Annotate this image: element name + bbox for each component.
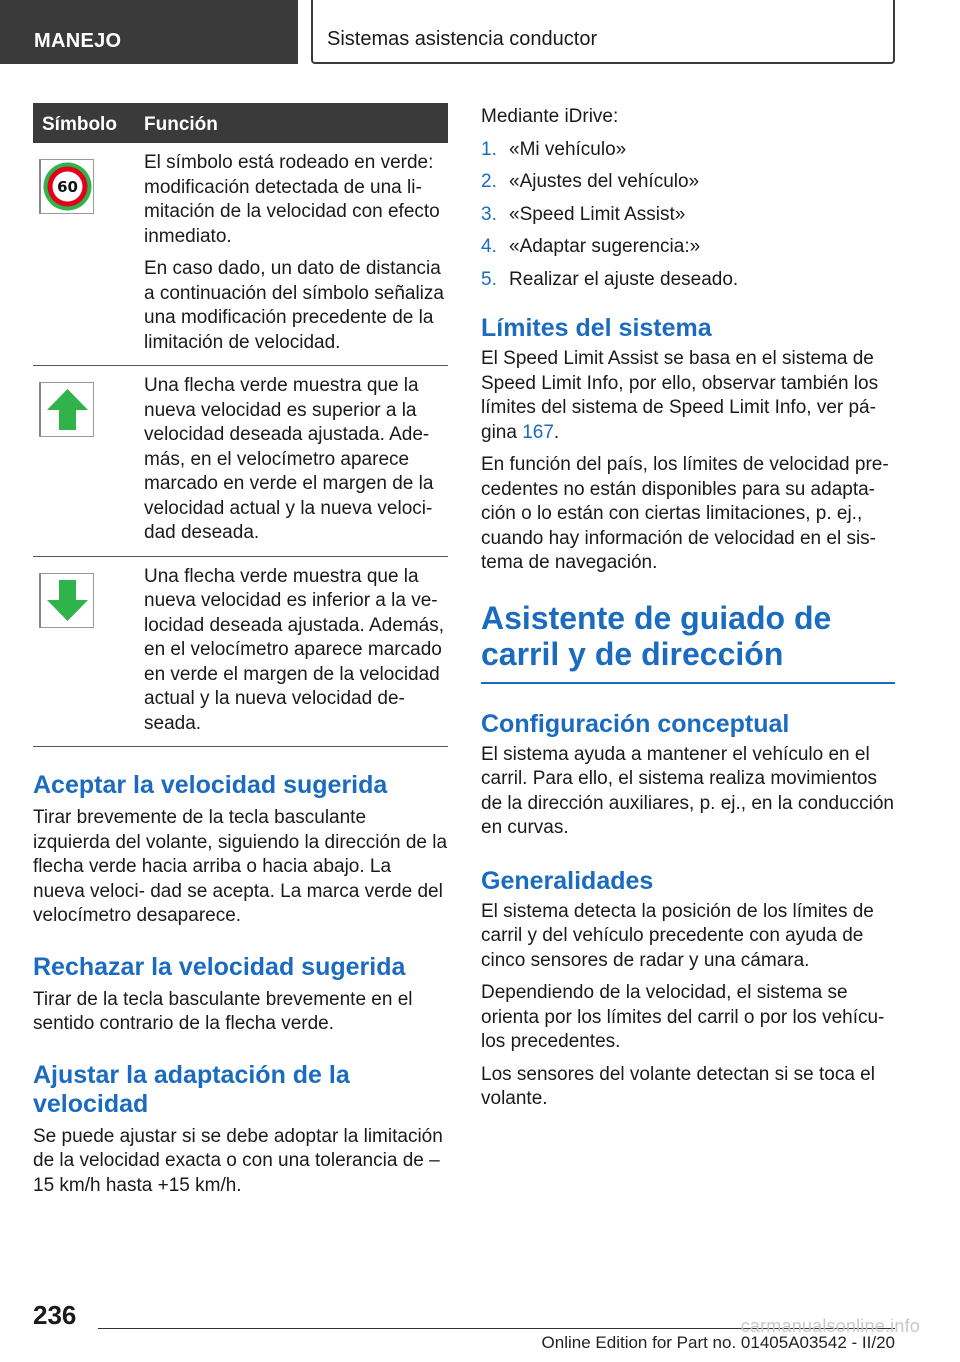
function-text: Una flecha verde muestra que la nueva velocidad es inferior a la ve‐ locidad deseada ajustada. Además, en el velocímetro aparece marcado en verde el margen de la velocidad actual y la nueva velocidad de‐ seada. bbox=[144, 565, 444, 734]
adjust-speed-text: Se puede ajustar si se debe adoptar la limitación de la velocidad exacta o con una tolerancia de – 15 km/h hasta +15 km/h. bbox=[33, 1125, 443, 1196]
page-number: 236 bbox=[33, 1300, 77, 1330]
system-limits-text-2: En función del país, los límites de velocidad pre‐ cedentes no están disponibles para su adapta‐ ción o lo están con ciertas limitaciones, p. ej., cuando hay información de velocidad en el sis‐ tema de navegación. bbox=[481, 454, 889, 573]
step-text: «Speed Limit Assist» bbox=[509, 203, 686, 225]
accept-speed-heading: Aceptar la velocidad sugerida bbox=[33, 771, 388, 799]
adjust-speed-heading: Ajustar la adaptación de la velocidad bbox=[33, 1060, 350, 1118]
left-column bbox=[33, 103, 448, 1198]
step-text: Realizar el ajuste deseado. bbox=[509, 268, 739, 290]
concept-text: El sistema ayuda a mantener el vehículo en el carril. Para ello, el sistema realiza movimientos de la dirección auxiliares, p. ej., en la conducción en curvas. bbox=[481, 743, 894, 838]
symbol-column-header: Símbolo bbox=[42, 114, 117, 135]
function-column-header: Función bbox=[144, 114, 218, 135]
accept-speed-text: Tirar brevemente de la tecla basculante izquierda del volante, siguiendo la dirección de la flecha verde hacia arriba o hacia abajo. La nueva veloci‐ dad se acepta. La marca verde del velocímetro desaparece. bbox=[33, 807, 448, 926]
general-text-1: El sistema detecta la posición de los límites de carril y del vehículo precedente con ayuda de cinco sensores de radar y una cámara. bbox=[481, 900, 874, 971]
function-text: En caso dado, un dato de distancia a continuación del símbolo señaliza una modificación precedente de la limitación de velocidad. bbox=[144, 258, 444, 353]
list-item bbox=[481, 138, 895, 163]
general-text-3: Los sensores del volante detectan si se toca el volante. bbox=[481, 1063, 875, 1109]
step-text: «Adaptar sugerencia:» bbox=[509, 236, 701, 257]
header-section-label: MANEJO bbox=[34, 30, 122, 52]
idrive-steps bbox=[481, 138, 895, 293]
concept-heading: Configuración conceptual bbox=[481, 709, 790, 738]
step-number: 2. bbox=[481, 171, 497, 192]
list-item bbox=[481, 268, 895, 293]
general-heading: Generalidades bbox=[481, 866, 654, 895]
reject-speed-text: Tirar de la tecla basculante brevemente en el sentido contrario de la flecha verde. bbox=[33, 988, 413, 1034]
step-text: «Ajustes del vehículo» bbox=[509, 171, 700, 192]
speed-limit-60-sign-icon bbox=[39, 159, 94, 214]
header-chapter-tab bbox=[311, 0, 895, 64]
system-limits-text-part: El Speed Limit Assist se basa en el sistema de Speed Limit Info, por ello, observar también los límites del sistema de Speed Limit Info, ver pá‐ gina bbox=[481, 348, 879, 443]
idrive-intro: Mediante iDrive: bbox=[481, 106, 619, 127]
system-limits-text-end: . bbox=[553, 421, 560, 443]
page-reference-link[interactable]: 167 bbox=[522, 421, 554, 443]
speed-sign-value: 60 bbox=[57, 178, 78, 196]
general-text-2: Dependiendo de la velocidad, el sistema se orienta por los límites del carril o por los vehícu‐ los precedentes. bbox=[481, 982, 885, 1052]
watermark: carmanualsonline.info bbox=[740, 1316, 920, 1336]
list-item bbox=[481, 170, 895, 195]
step-number: 3. bbox=[481, 203, 497, 225]
green-arrow-up-icon bbox=[39, 382, 94, 437]
table-row bbox=[33, 557, 448, 748]
reject-speed-heading: Rechazar la velocidad sugerida bbox=[33, 952, 406, 981]
header-section-tab bbox=[0, 0, 298, 64]
green-arrow-down-icon bbox=[39, 573, 94, 628]
step-number: 4. bbox=[481, 236, 497, 257]
table-row bbox=[33, 366, 448, 557]
step-number: 5. bbox=[481, 268, 497, 290]
system-limits-heading: Límites del sistema bbox=[481, 314, 712, 342]
list-item bbox=[481, 235, 895, 260]
heading-rule bbox=[481, 682, 895, 684]
step-number: 1. bbox=[481, 138, 497, 160]
system-limits-text bbox=[481, 347, 895, 445]
step-text: «Mi vehículo» bbox=[509, 138, 627, 160]
symbol-table-header bbox=[33, 103, 448, 143]
lane-assistant-heading: Asistente de guiado de carril y de dirección bbox=[481, 599, 832, 672]
function-text: Una flecha verde muestra que la nueva velocidad es superior a la velocidad deseada ajustada. Ade‐ más, en el velocímetro aparece marcado en verde el margen de la velocidad actual y la nueva veloci‐ dad deseada. bbox=[144, 375, 434, 543]
right-column bbox=[481, 103, 895, 1112]
table-row bbox=[33, 143, 448, 366]
function-text: El símbolo está rodeado en verde: modificación detectada de una li‐ mitación de la velocidad con efecto inmediato. bbox=[144, 152, 440, 247]
footer-edition: Online Edition for Part no. 01405A03542 - II/20 bbox=[541, 1333, 895, 1352]
list-item bbox=[481, 203, 895, 228]
header-chapter-label: Sistemas asistencia conductor bbox=[327, 28, 598, 50]
